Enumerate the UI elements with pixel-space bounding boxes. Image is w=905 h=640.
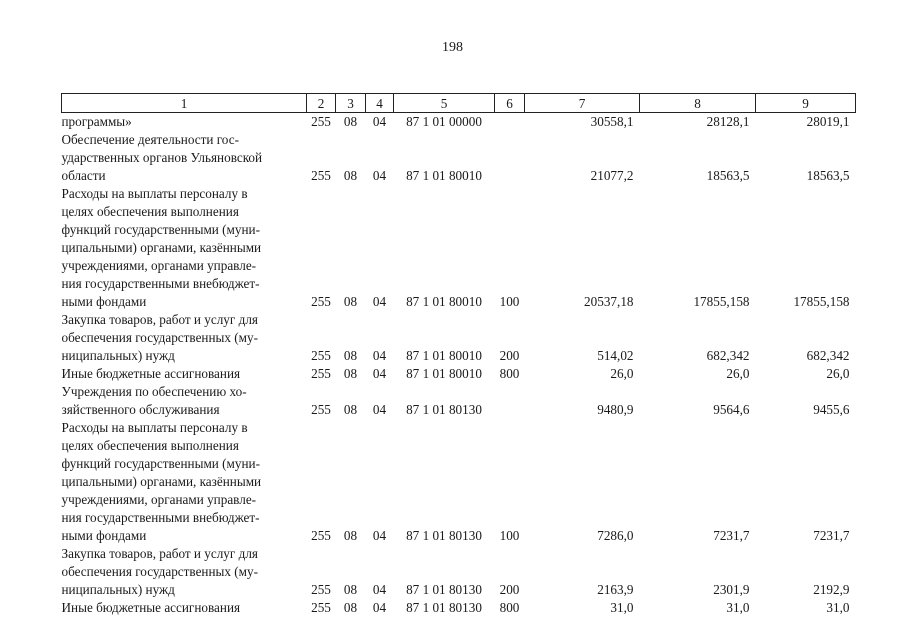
subsection-code: 04 xyxy=(372,114,387,129)
row-description xyxy=(62,383,307,419)
target-article-code: 87 1 01 80010 xyxy=(406,348,482,363)
amount-col-8: 28128,1 xyxy=(706,114,750,129)
col-header-7: 7 xyxy=(525,94,640,113)
table-row xyxy=(62,545,856,599)
amount-col-8: 31,0 xyxy=(726,600,750,615)
amount-col-9: 7231,7 xyxy=(813,528,850,543)
chapter-code: 255 xyxy=(311,366,331,381)
amount-col-9: 28019,1 xyxy=(806,114,850,129)
section-code: 08 xyxy=(343,294,358,309)
description-line: Закупка товаров, работ и услуг для xyxy=(61,312,258,327)
amount-col-8: 2301,9 xyxy=(713,582,750,597)
description-line: обеспечения государственных (му- xyxy=(61,564,259,579)
section-code: 08 xyxy=(343,348,358,363)
row-description xyxy=(62,365,307,383)
row-description xyxy=(62,113,307,132)
description-line: ния государственными внебюджет- xyxy=(61,276,260,291)
description-line: Учреждения по обеспечению хо- xyxy=(61,384,247,399)
amount-col-7: 2163,9 xyxy=(597,582,634,597)
description-line: ниципальных) нужд xyxy=(61,348,175,363)
table-row xyxy=(62,185,856,311)
row-description xyxy=(62,131,307,185)
chapter-code: 255 xyxy=(311,348,331,363)
description-line: учреждениями, органами управле- xyxy=(61,492,257,507)
expense-type-code: 800 xyxy=(499,366,520,381)
subsection-code: 04 xyxy=(372,402,387,417)
table-row xyxy=(62,419,856,545)
amount-col-7: 21077,2 xyxy=(590,168,634,183)
amount-col-7: 9480,9 xyxy=(597,402,634,417)
description-line: ударственных органов Ульяновской xyxy=(61,150,263,165)
expense-type-code: 200 xyxy=(499,582,520,597)
target-article-code: 87 1 01 80010 xyxy=(406,168,482,183)
header-row xyxy=(62,94,856,113)
description-line: Расходы на выплаты персоналу в xyxy=(61,420,248,435)
expense-type-code xyxy=(495,131,525,185)
col-header-1: 1 xyxy=(62,94,307,113)
row-description xyxy=(62,419,307,545)
budget-table xyxy=(61,93,856,617)
amount-col-7: 514,02 xyxy=(597,348,634,363)
col-header-5: 5 xyxy=(394,94,495,113)
amount-col-8: 9564,6 xyxy=(713,402,750,417)
section-code: 08 xyxy=(343,600,358,615)
amount-col-9: 682,342 xyxy=(806,348,850,363)
expense-type-code: 200 xyxy=(499,348,520,363)
expense-type-code xyxy=(495,113,525,132)
row-description xyxy=(62,311,307,365)
expense-type-code: 100 xyxy=(499,528,520,543)
table-body xyxy=(62,113,856,618)
row-description xyxy=(62,599,307,617)
section-code: 08 xyxy=(343,366,358,381)
table-row xyxy=(62,131,856,185)
col-header-2: 2 xyxy=(307,94,336,113)
description-line: обеспечения государственных (му- xyxy=(61,330,259,345)
row-description xyxy=(62,545,307,599)
expense-type-code xyxy=(495,383,525,419)
description-line: ципальными) органами, казёнными xyxy=(61,240,262,255)
target-article-code: 87 1 01 80130 xyxy=(406,600,482,615)
col-header-6: 6 xyxy=(495,94,525,113)
subsection-code: 04 xyxy=(372,582,387,597)
description-line: ципальными) органами, казёнными xyxy=(61,474,262,489)
table-row xyxy=(62,383,856,419)
subsection-code: 04 xyxy=(372,348,387,363)
amount-col-8: 17855,158 xyxy=(693,294,750,309)
target-article-code: 87 1 01 00000 xyxy=(406,114,482,129)
description-line: Иные бюджетные ассигнования xyxy=(61,600,241,615)
page-number: 198 xyxy=(442,40,463,55)
chapter-code: 255 xyxy=(311,582,331,597)
description-line: учреждениями, органами управле- xyxy=(61,258,257,273)
section-code: 08 xyxy=(343,582,358,597)
col-header-3: 3 xyxy=(336,94,366,113)
description-line: программы» xyxy=(61,114,132,129)
table-row xyxy=(62,311,856,365)
chapter-code: 255 xyxy=(311,528,331,543)
subsection-code: 04 xyxy=(372,294,387,309)
col-header-8: 8 xyxy=(640,94,756,113)
chapter-code: 255 xyxy=(311,294,331,309)
amount-col-7: 7286,0 xyxy=(597,528,634,543)
target-article-code: 87 1 01 80010 xyxy=(406,294,482,309)
description-line: Закупка товаров, работ и услуг для xyxy=(61,546,258,561)
target-article-code: 87 1 01 80010 xyxy=(406,366,482,381)
amount-col-9: 31,0 xyxy=(826,600,850,615)
description-line: ниципальных) нужд xyxy=(61,582,175,597)
description-line: функций государственными (муни- xyxy=(61,456,260,471)
amount-col-9: 18563,5 xyxy=(806,168,850,183)
subsection-code: 04 xyxy=(372,528,387,543)
subsection-code: 04 xyxy=(372,168,387,183)
table-row xyxy=(62,113,856,132)
amount-col-9: 9455,6 xyxy=(813,402,850,417)
chapter-code: 255 xyxy=(311,600,331,615)
description-line: Иные бюджетные ассигнования xyxy=(61,366,241,381)
amount-col-7: 30558,1 xyxy=(590,114,634,129)
amount-col-7: 26,0 xyxy=(610,366,634,381)
section-code: 08 xyxy=(343,114,358,129)
amount-col-9: 17855,158 xyxy=(793,294,850,309)
col-header-4: 4 xyxy=(366,94,394,113)
subsection-code: 04 xyxy=(372,366,387,381)
target-article-code: 87 1 01 80130 xyxy=(406,582,482,597)
subsection-code: 04 xyxy=(372,600,387,615)
target-article-code: 87 1 01 80130 xyxy=(406,402,482,417)
amount-col-7: 20537,18 xyxy=(584,294,634,309)
chapter-code: 255 xyxy=(311,114,331,129)
description-line: ными фондами xyxy=(61,294,147,309)
amount-col-8: 682,342 xyxy=(706,348,750,363)
description-line: функций государственными (муни- xyxy=(61,222,260,237)
description-line: зяйственного обслуживания xyxy=(61,402,220,417)
table-row xyxy=(62,365,856,383)
col-header-9: 9 xyxy=(756,94,856,113)
row-description xyxy=(62,185,307,311)
amount-col-8: 18563,5 xyxy=(706,168,750,183)
section-code: 08 xyxy=(343,402,358,417)
description-line: целях обеспечения выполнения xyxy=(61,438,239,453)
description-line: ния государственными внебюджет- xyxy=(61,510,260,525)
description-line: области xyxy=(61,168,106,183)
target-article-code: 87 1 01 80130 xyxy=(406,528,482,543)
description-line: целях обеспечения выполнения xyxy=(61,204,239,219)
amount-col-8: 7231,7 xyxy=(713,528,750,543)
amount-col-7: 31,0 xyxy=(610,600,634,615)
chapter-code: 255 xyxy=(311,402,331,417)
chapter-code: 255 xyxy=(311,168,331,183)
section-code: 08 xyxy=(343,168,358,183)
expense-type-code: 800 xyxy=(499,600,520,615)
expense-type-code: 100 xyxy=(499,294,520,309)
table-row xyxy=(62,599,856,617)
description-line: Обеспечение деятельности гос- xyxy=(61,132,239,147)
description-line: Расходы на выплаты персоналу в xyxy=(61,186,248,201)
amount-col-8: 26,0 xyxy=(726,366,750,381)
amount-col-9: 26,0 xyxy=(826,366,850,381)
section-code: 08 xyxy=(343,528,358,543)
description-line: ными фондами xyxy=(61,528,147,543)
amount-col-9: 2192,9 xyxy=(813,582,850,597)
